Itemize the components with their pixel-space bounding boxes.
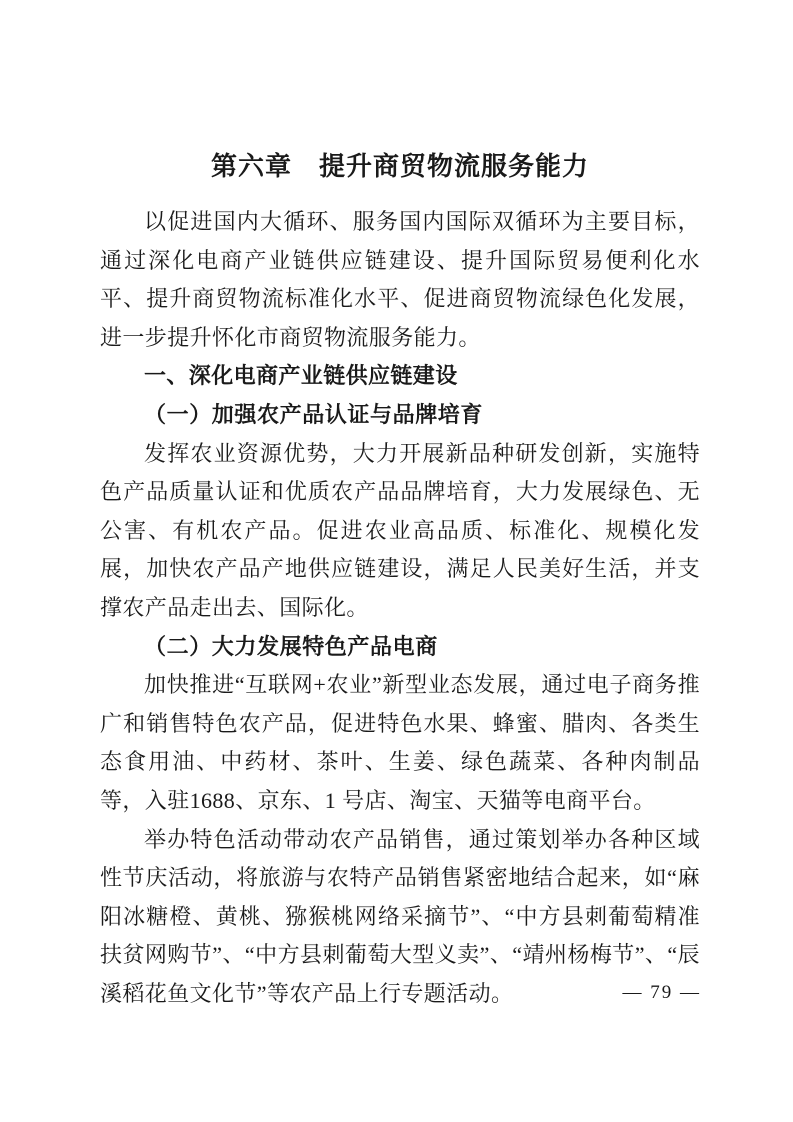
chapter-title: 第六章 提升商贸物流服务能力 bbox=[210, 151, 589, 181]
subsection-1-paragraph: 发挥农业资源优势，大力开展新品种研发创新，实施特色产品质量认证和优质农产品品牌培育，大力发展绿色、无公害、有机农产品。促进农业高品质、标准化、规模化发展，加快农产品产地供应链建设，满足人民美好生活，并支撑农产品走出去、国际化。 bbox=[100, 440, 700, 620]
intro-paragraph: 以促进国内大循环、服务国内国际双循环为主要目标，通过深化电商产业链供应链建设、提升国际贸易便利化水平、提升商贸物流标准化水平、促进商贸物流绿色化发展，进一步提升怀化市商贸物流服务能力。 bbox=[100, 209, 700, 350]
page-content bbox=[100, 146, 700, 1013]
subsection-1-heading: （一）加强农产品认证与品牌培育 bbox=[144, 401, 484, 427]
subsection-2-paragraph-1: 加快推进“互联网+农业”新型业态发展，通过电子商务推广和销售特色农产品，促进特色水果、蜂蜜、腊肉、各类生态食用油、中药材、茶叶、生姜、绿色蔬菜、各种肉制品等，入驻1688、京东、1 号店、淘宝、天猫等电商平台。 bbox=[100, 672, 700, 813]
subsection-2-paragraph-2: 举办特色活动带动农产品销售，通过策划举办各种区域性节庆活动，将旅游与农特产品销售紧密地结合起来，如“麻阳冰糖橙、黄桃、猕猴桃网络采摘节”、“中方县刺葡萄精准扶贫网购节”、“中方县刺葡萄大型义卖”、“靖州杨梅节”、“辰溪稻花鱼文化节”等农产品上行专题活动。 bbox=[100, 826, 700, 1006]
page-number: — 79 — bbox=[622, 982, 701, 1003]
subsection-2-heading: （二）大力发展特色产品电商 bbox=[144, 633, 438, 659]
section-heading: 一、深化电商产业链供应链建设 bbox=[144, 363, 458, 389]
